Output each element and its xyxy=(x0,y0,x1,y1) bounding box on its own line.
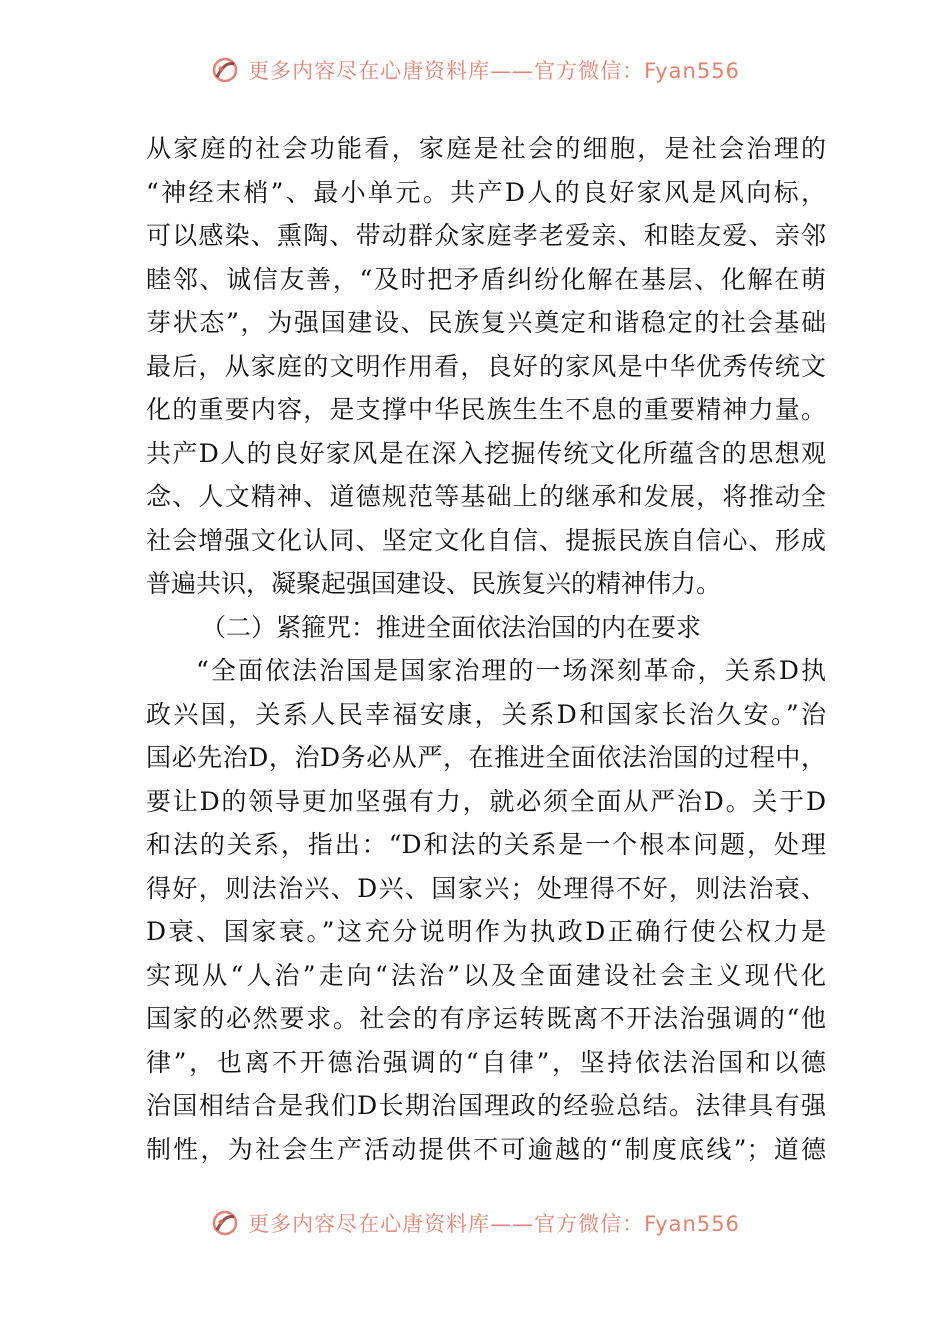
text-line: 最后，从家庭的文明作用看，良好的家风是中华优秀传统文 xyxy=(146,351,826,381)
text-line: 睦邻、诚信友善，“及时把矛盾纠纷化解在基层、化解在萌 xyxy=(146,264,826,294)
text-line: 和法的关系，指出：“D和法的关系是一个根本问题，处理 xyxy=(146,830,826,859)
text-line: 化的重要内容，是支撑中华民族生生不息的重要精神力量。 xyxy=(146,395,826,424)
text-line: “神经末梢”、最小单元。共产D人的良好家风是风向标， xyxy=(146,177,826,207)
text-line: “全面依法治国是国家治理的一场深刻革命，关系D执 xyxy=(196,656,826,685)
text-line: 实现从“人治”走向“法治”以及全面建设社会主义现代化 xyxy=(146,960,826,990)
watermark-logo-icon xyxy=(210,55,240,85)
text-line: 制性，为社会生产活动提供不可逾越的“制度底线”；道德 xyxy=(146,1134,826,1164)
watermark-text: 更多内容尽在心唐资料库——官方微信：Fyan556 xyxy=(248,1212,740,1236)
text-line: 共产D人的良好家风是在深入挖掘传统文化所蕴含的思想观 xyxy=(146,438,826,468)
text-line: 可以感染、熏陶、带动群众家庭孝老爱亲、和睦友爱、亲邻 xyxy=(146,221,826,250)
text-line: 念、人文精神、道德规范等基础上的继承和发展，将推动全 xyxy=(146,482,826,511)
header-watermark xyxy=(0,50,950,90)
text-line: 治国相结合是我们D长期治国理政的经验总结。法律具有强 xyxy=(146,1091,826,1120)
text-line: 政兴国，关系人民幸福安康，关系D和国家长治久安。”治 xyxy=(146,699,826,729)
section-heading: （二）紧箍咒：推进全面依法治国的内在要求 xyxy=(201,612,702,642)
text-line: 律”，也离不开德治强调的“自律”，坚持依法治国和以德 xyxy=(146,1047,826,1077)
text-line: D衰、国家衰。”这充分说明作为执政D正确行使公权力是 xyxy=(146,917,826,946)
footer-watermark xyxy=(0,1203,950,1243)
text-line: 普遍共识，凝聚起强国建设、民族复兴的精神伟力。 xyxy=(146,569,722,598)
text-line: 要让D的领导更加坚强有力，就必须全面从严治D。关于D xyxy=(146,786,826,816)
text-line: 得好，则法治兴、D兴、国家兴；处理得不好，则法治衰、 xyxy=(146,873,826,903)
text-line: 社会增强文化认同、坚定文化自信、提振民族自信心、形成 xyxy=(146,525,826,555)
document-body xyxy=(146,127,826,1171)
text-line: 从家庭的社会功能看，家庭是社会的细胞，是社会治理的 xyxy=(146,134,826,163)
text-line: 国家的必然要求。社会的有序运转既离不开法治强调的“他 xyxy=(146,1004,826,1033)
watermark-text: 更多内容尽在心唐资料库——官方微信：Fyan556 xyxy=(248,59,740,83)
text-line: 国必先治D，治D务必从严，在推进全面依法治国的过程中， xyxy=(146,743,826,772)
watermark-logo-icon xyxy=(210,1208,240,1238)
text-line: 芽状态”，为强国建设、民族复兴奠定和谐稳定的社会基础 xyxy=(146,308,826,337)
